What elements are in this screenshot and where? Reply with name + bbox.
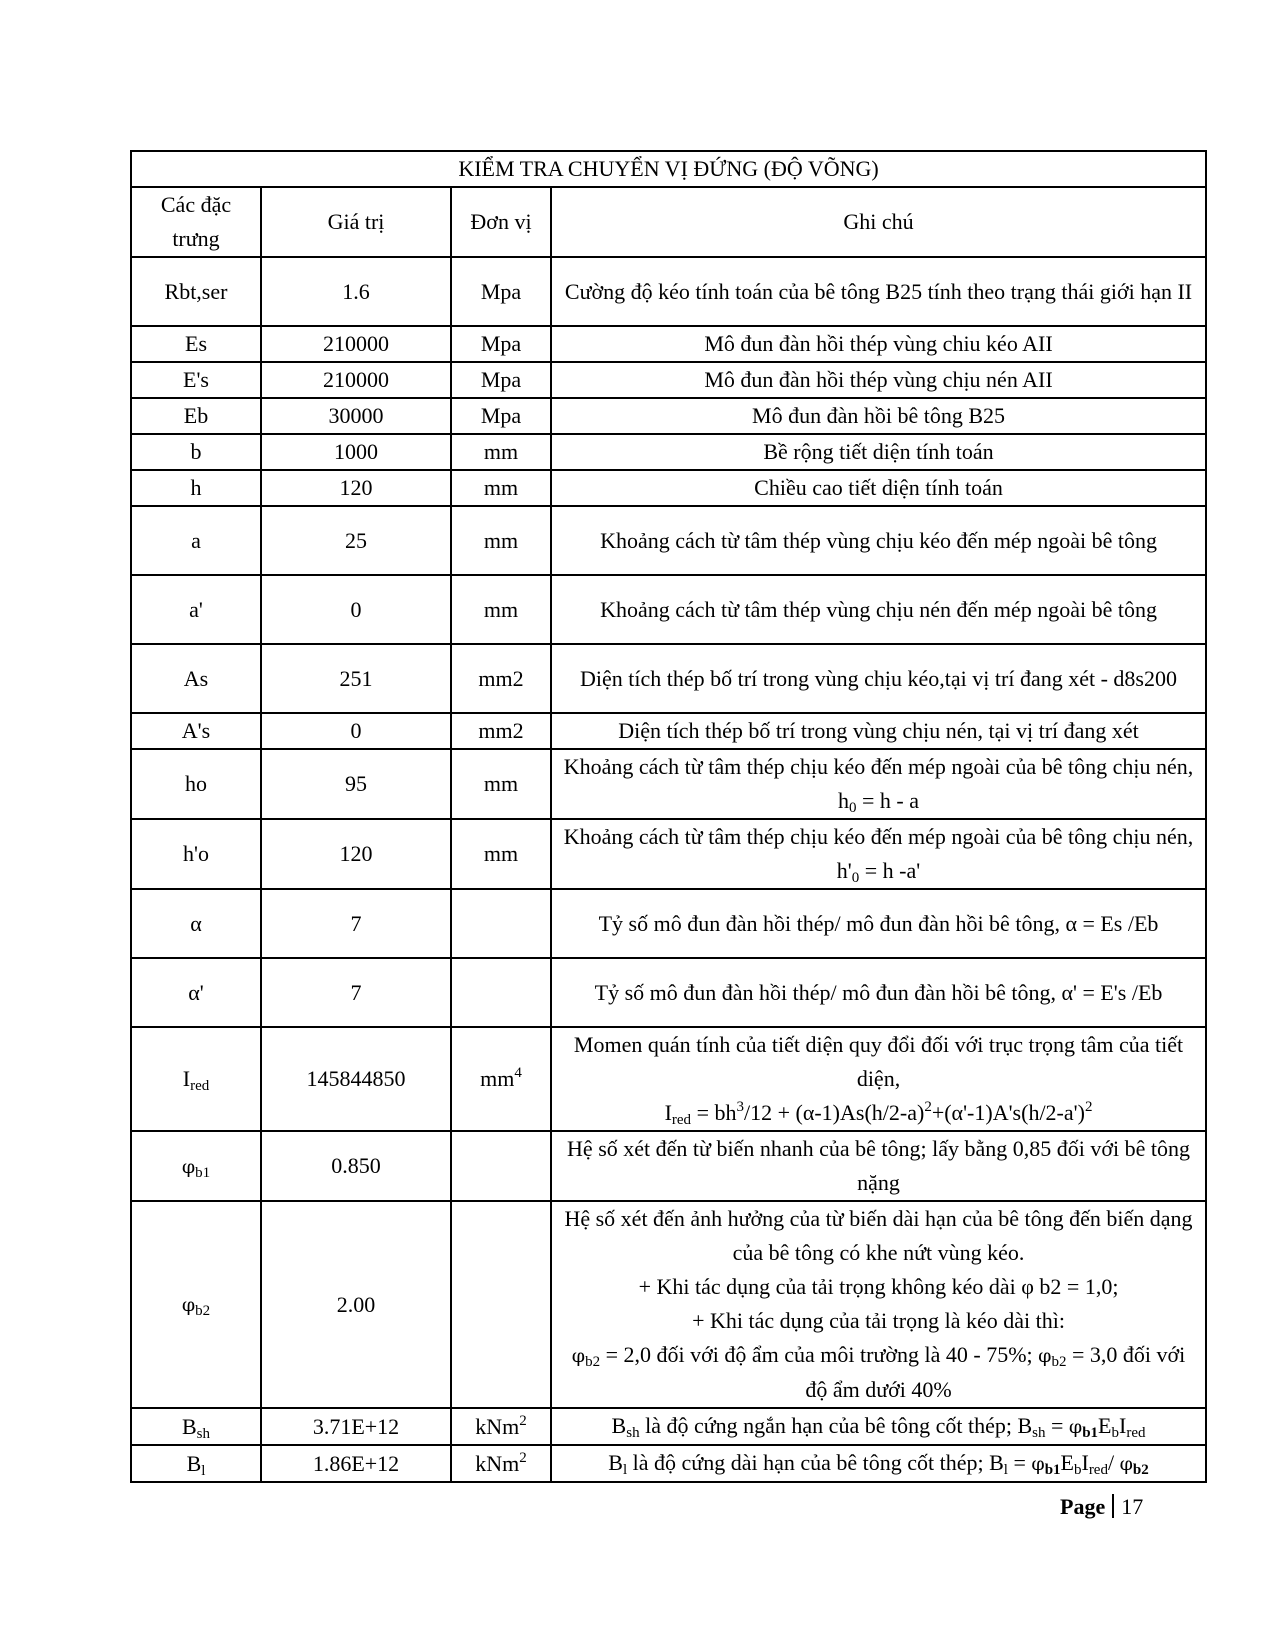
footer-separator [1112, 1494, 1114, 1518]
row-unit: Mpa [451, 362, 551, 398]
row-value: 95 [261, 749, 451, 819]
row-note: Chiều cao tiết diện tính toán [551, 470, 1206, 506]
row-name: Eb [131, 398, 261, 434]
table-row [131, 819, 1206, 889]
row-name: a' [131, 575, 261, 644]
row-unit: mm2 [451, 713, 551, 749]
row-name: α [131, 889, 261, 958]
header-characteristic: Các đặc trưng [131, 187, 261, 257]
row-value: 210000 [261, 362, 451, 398]
header-note: Ghi chú [551, 187, 1206, 257]
deflection-check-table [130, 150, 1207, 1483]
row-name: ho [131, 749, 261, 819]
row-value: 3.71E+12 [261, 1408, 451, 1445]
row-note: Bề rộng tiết diện tính toán [551, 434, 1206, 470]
row-note: Mô đun đàn hồi thép vùng chiu kéo AII [551, 326, 1206, 362]
row-name: α' [131, 958, 261, 1027]
row-note: Tỷ số mô đun đàn hồi thép/ mô đun đàn hồi bê tông, α = Es /Eb [551, 889, 1206, 958]
row-value: 145844850 [261, 1027, 451, 1131]
row-unit: mm [451, 434, 551, 470]
row-value: 7 [261, 958, 451, 1027]
row-value: 0 [261, 713, 451, 749]
row-note: Cường độ kéo tính toán của bê tông B25 tính theo trạng thái giới hạn II [551, 257, 1206, 326]
formula-ired: $I_{red} = bh^3/12 + (\alpha-1)As(h/2-a)^2+(\alpha'-1)A's(h/2-a')^2$ [664, 1099, 1093, 1128]
table-row [131, 470, 1206, 506]
row-note: Khoảng cách từ tâm thép vùng chịu nén đến mép ngoài bê tông [551, 575, 1206, 644]
row-value: 0.850 [261, 1131, 451, 1201]
row-value: 0 [261, 575, 451, 644]
header-row [131, 187, 1206, 257]
row-value: 2.00 [261, 1201, 451, 1408]
table-row [131, 644, 1206, 713]
row-unit: kNm$^2$ [451, 1445, 551, 1482]
row-value: 1.86E+12 [261, 1445, 451, 1482]
row-name: h'o [131, 819, 261, 889]
row-name: b [131, 434, 261, 470]
page-number: 17 [1121, 1494, 1144, 1519]
row-unit: mm [451, 575, 551, 644]
row-unit: mm [451, 470, 551, 506]
row-name: $B_{sh}$ [131, 1408, 261, 1445]
row-name: $\varphi_{b2}$ [131, 1201, 261, 1408]
row-value: 7 [261, 889, 451, 958]
table-row [131, 958, 1206, 1027]
row-value: 120 [261, 470, 451, 506]
row-note: Hệ số xét đến ảnh hưởng của từ biến dài hạn của bê tông đến biến dạng của bê tông có khe nứt vùng kéo. + Khi tác dụng của tải trọng không kéo dài φ b2 = 1,0; + Khi tác dụng của tải trọng là kéo dài thì: $\varphi_{b2} = 2,0$ đối với độ ẩm của môi trường là 40 - 75%; $\varphi_{b2} = 3,0$ đối với độ ẩm dưới 40% [551, 1201, 1206, 1408]
row-note: Mô đun đàn hồi thép vùng chịu nén AII [551, 362, 1206, 398]
row-value: 30000 [261, 398, 451, 434]
table-row [131, 1201, 1206, 1408]
row-unit [451, 958, 551, 1027]
row-unit: mm [451, 819, 551, 889]
row-name: $\varphi_{b1}$ [131, 1131, 261, 1201]
row-unit: mm2 [451, 644, 551, 713]
table-row [131, 1027, 1206, 1131]
row-name: $B_l$ [131, 1445, 261, 1482]
table-row [131, 889, 1206, 958]
table-row [131, 713, 1206, 749]
row-unit [451, 1131, 551, 1201]
table-row [131, 257, 1206, 326]
row-unit: mm [451, 506, 551, 575]
row-value: 251 [261, 644, 451, 713]
table-row [131, 506, 1206, 575]
row-note: $B_l$ là độ cứng dài hạn của bê tông cốt thép; $B_l = \varphi_{b1}E_bI_{red}/$ $\varphi_{b2}$ [551, 1445, 1206, 1482]
row-note: Hệ số xét đến từ biến nhanh của bê tông; lấy bằng 0,85 đối với bê tông nặng [551, 1131, 1206, 1201]
row-unit: Mpa [451, 326, 551, 362]
row-value: 210000 [261, 326, 451, 362]
row-note: Momen quán tính của tiết diện quy đổi đối với trục trọng tâm của tiết diện, $I_{red} = bh^3/12 + (\alpha-1)As(h/2-a)^2+(\alpha'-1)A's(h/2-a')^2$ [551, 1027, 1206, 1131]
table-row [131, 1408, 1206, 1445]
row-unit: Mpa [451, 398, 551, 434]
table-row [131, 362, 1206, 398]
row-note: Diện tích thép bố trí trong vùng chịu nén, tại vị trí đang xét [551, 713, 1206, 749]
row-note: Mô đun đàn hồi bê tông B25 [551, 398, 1206, 434]
table-row [131, 1131, 1206, 1201]
row-note: Khoảng cách từ tâm thép chịu kéo đến mép ngoài của bê tông chịu nén, $h_0 = h - a$ [551, 749, 1206, 819]
row-note: $B_{sh}$ là độ cứng ngắn hạn của bê tông cốt thép; $B_{sh} = \varphi_{b1}E_bI_{red}$ [551, 1408, 1206, 1445]
header-unit: Đơn vị [451, 187, 551, 257]
table-title: KIỂM TRA CHUYỂN VỊ ĐỨNG (ĐỘ VÕNG) [131, 151, 1206, 187]
row-value: 120 [261, 819, 451, 889]
table-row [131, 749, 1206, 819]
table-row [131, 1445, 1206, 1482]
row-name: As [131, 644, 261, 713]
row-unit: Mpa [451, 257, 551, 326]
row-unit [451, 1201, 551, 1408]
row-unit [451, 889, 551, 958]
row-name: A's [131, 713, 261, 749]
row-value: 25 [261, 506, 451, 575]
table-row [131, 326, 1206, 362]
row-note: Tỷ số mô đun đàn hồi thép/ mô đun đàn hồi bê tông, α' = E's /Eb [551, 958, 1206, 1027]
row-value: 1.6 [261, 257, 451, 326]
row-name: Es [131, 326, 261, 362]
table-row [131, 398, 1206, 434]
table-row [131, 434, 1206, 470]
row-name: $I_{red}$ [131, 1027, 261, 1131]
row-name: h [131, 470, 261, 506]
row-name: E's [131, 362, 261, 398]
row-unit: kNm$^2$ [451, 1408, 551, 1445]
row-name: Rbt,ser [131, 257, 261, 326]
page-footer [1060, 1494, 1143, 1520]
row-note: Khoảng cách từ tâm thép chịu kéo đến mép ngoài của bê tông chịu nén, $h'_0 = h$ -a' [551, 819, 1206, 889]
page-label: Page [1060, 1494, 1106, 1519]
row-value: 1000 [261, 434, 451, 470]
row-note: Khoảng cách từ tâm thép vùng chịu kéo đến mép ngoài bê tông [551, 506, 1206, 575]
row-note: Diện tích thép bố trí trong vùng chịu kéo,tại vị trí đang xét - d8s200 [551, 644, 1206, 713]
row-unit: mm [451, 749, 551, 819]
header-value: Giá trị [261, 187, 451, 257]
row-name: a [131, 506, 261, 575]
table-row [131, 575, 1206, 644]
row-unit: $mm^4$ [451, 1027, 551, 1131]
